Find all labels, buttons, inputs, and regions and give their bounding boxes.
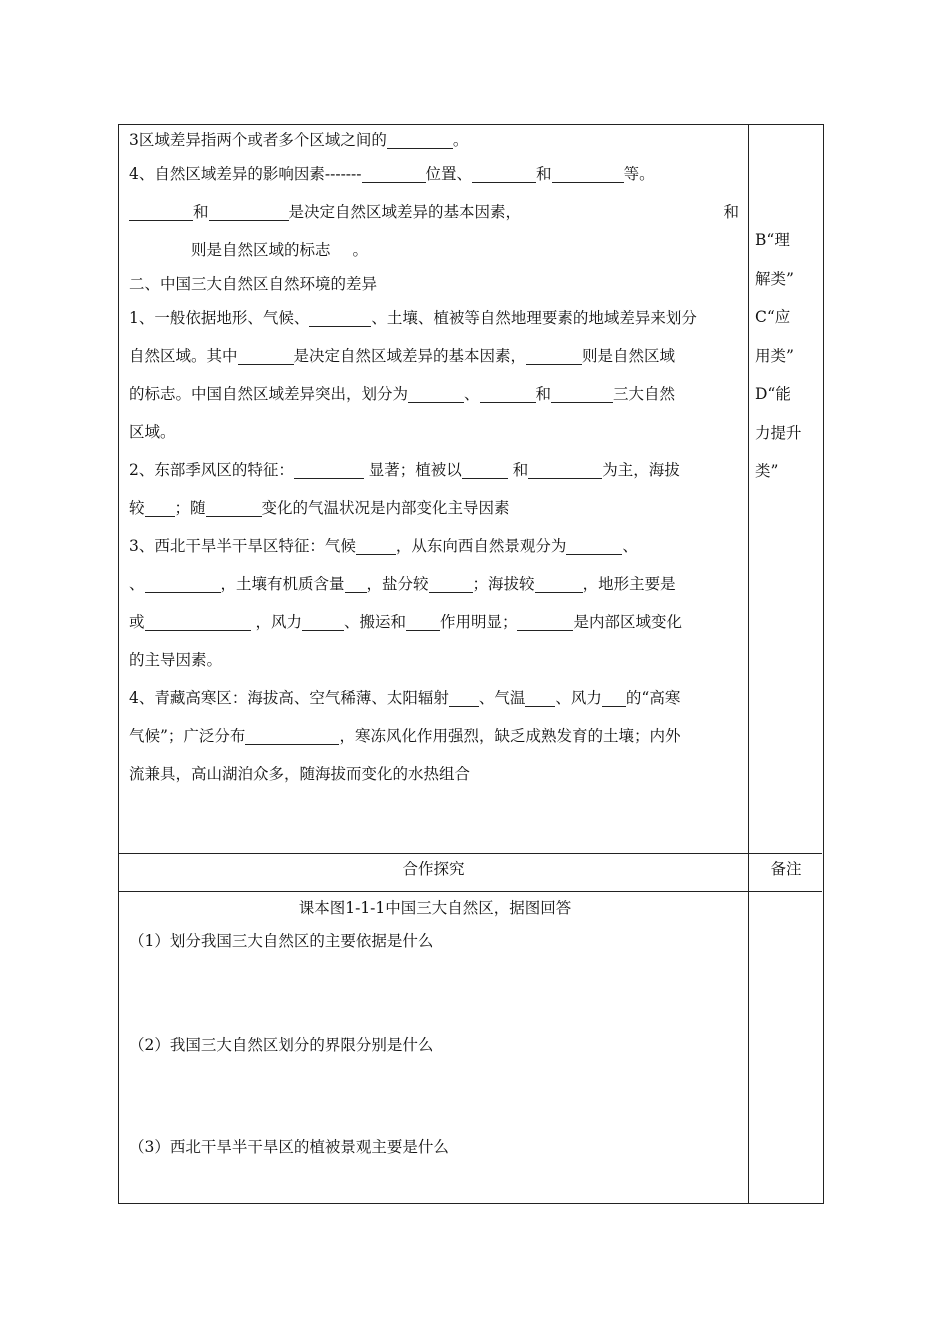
blank <box>472 162 536 183</box>
blank <box>145 610 251 631</box>
blank <box>408 382 464 403</box>
inquiry-section <box>129 891 741 1156</box>
header-cooperative-inquiry: 合作探究 <box>402 860 465 878</box>
knowledge-section <box>129 125 741 793</box>
blank <box>535 572 583 593</box>
text-line: 1、一般依据地形、气候、 、土壤、植被等自然地理要素的地域差异来划分 <box>129 299 741 337</box>
blank <box>602 686 626 707</box>
text-line: 的主导因素。 <box>129 651 223 669</box>
text-line: 气候”；广泛分布 ，寒冻风化作用强烈，缺乏成熟发育的土壤；内外 <box>129 717 741 755</box>
worksheet-table <box>118 124 824 1204</box>
blank <box>129 200 193 221</box>
side-note: 类” <box>755 462 779 480</box>
side-note: 用类” <box>755 346 794 365</box>
blank <box>528 458 602 479</box>
text-line: 较 ；随 变化的气温状况是内部变化主导因素 <box>129 489 741 527</box>
row-divider <box>119 853 822 854</box>
text-line: 或 ，风力 、搬运和 作用明显； 是内部区域变化 <box>129 603 741 641</box>
blank <box>526 344 582 365</box>
text-line: 4、自然区域差异的影响因素------- 位置、 和 等。 <box>129 155 741 193</box>
blank <box>517 610 573 631</box>
blank <box>429 572 473 593</box>
side-notes <box>755 221 815 491</box>
blank <box>387 128 453 149</box>
blank <box>356 534 396 555</box>
header-remarks: 备注 <box>770 860 802 878</box>
text-line: 3、西北干旱半干旱区特征：气候 ，从东向西自然景观分为 、 <box>129 527 741 565</box>
blank <box>462 458 508 479</box>
text-line: 自然区域。其中 是决定自然区域差异的基本因素， 则是自然区域 <box>129 337 741 375</box>
text-line: 3区域差异指两个或者多个区域之间的 。 <box>129 125 741 155</box>
blank <box>480 382 536 403</box>
blank <box>566 534 622 555</box>
blank <box>302 610 344 631</box>
blank <box>449 686 479 707</box>
blank <box>406 610 440 631</box>
blank <box>245 724 339 745</box>
question-2: （2）我国三大自然区划分的界限分别是什么 <box>129 1036 434 1054</box>
inquiry-caption: 课本图1-1-1中国三大自然区，据图回答 <box>298 899 572 917</box>
blank <box>551 382 613 403</box>
text-line: 区域。 <box>129 423 176 441</box>
blank <box>238 344 294 365</box>
question-1: （1）划分我国三大自然区的主要依据是什么 <box>129 932 434 950</box>
blank <box>145 572 221 593</box>
blank <box>206 496 262 517</box>
side-note: 解类” <box>755 269 794 288</box>
blank <box>294 458 364 479</box>
blank <box>209 200 289 221</box>
text-line: 的标志。中国自然区域差异突出，划分为 、 和 三大自然 <box>129 375 741 413</box>
section-heading: 二、中国三大自然区自然环境的差异 <box>129 275 378 293</box>
text-line: 和 是决定自然区域差异的基本因素， 和 <box>129 193 741 231</box>
side-note: D“能 <box>755 385 791 403</box>
blank <box>145 496 175 517</box>
text-line: 4、青藏高寒区：海拔高、空气稀薄、太阳辐射 、气温 、风力 的“高寒 <box>129 679 741 717</box>
text-line: 、 ，土壤有机质含量 ，盐分较 ；海拔较 ，地形主要是 <box>129 565 741 603</box>
question-3: （3）西北干旱半干旱区的植被景观主要是什么 <box>129 1138 449 1156</box>
text-line: 则是自然区域的标志 。 <box>191 241 369 259</box>
text-line: 流兼具，高山湖泊众多，随海拔而变化的水热组合 <box>129 765 471 783</box>
side-note: B“理 <box>755 231 790 249</box>
blank <box>552 162 624 183</box>
blank <box>525 686 555 707</box>
text-line: 2、东部季风区的特征： 显著；植被以 和 为主，海拔 <box>129 451 741 489</box>
column-divider <box>748 125 749 1203</box>
side-note: 力提升 <box>755 423 802 442</box>
blank <box>362 162 426 183</box>
blank <box>345 572 367 593</box>
blank <box>309 306 371 327</box>
side-note: C“应 <box>755 308 791 326</box>
